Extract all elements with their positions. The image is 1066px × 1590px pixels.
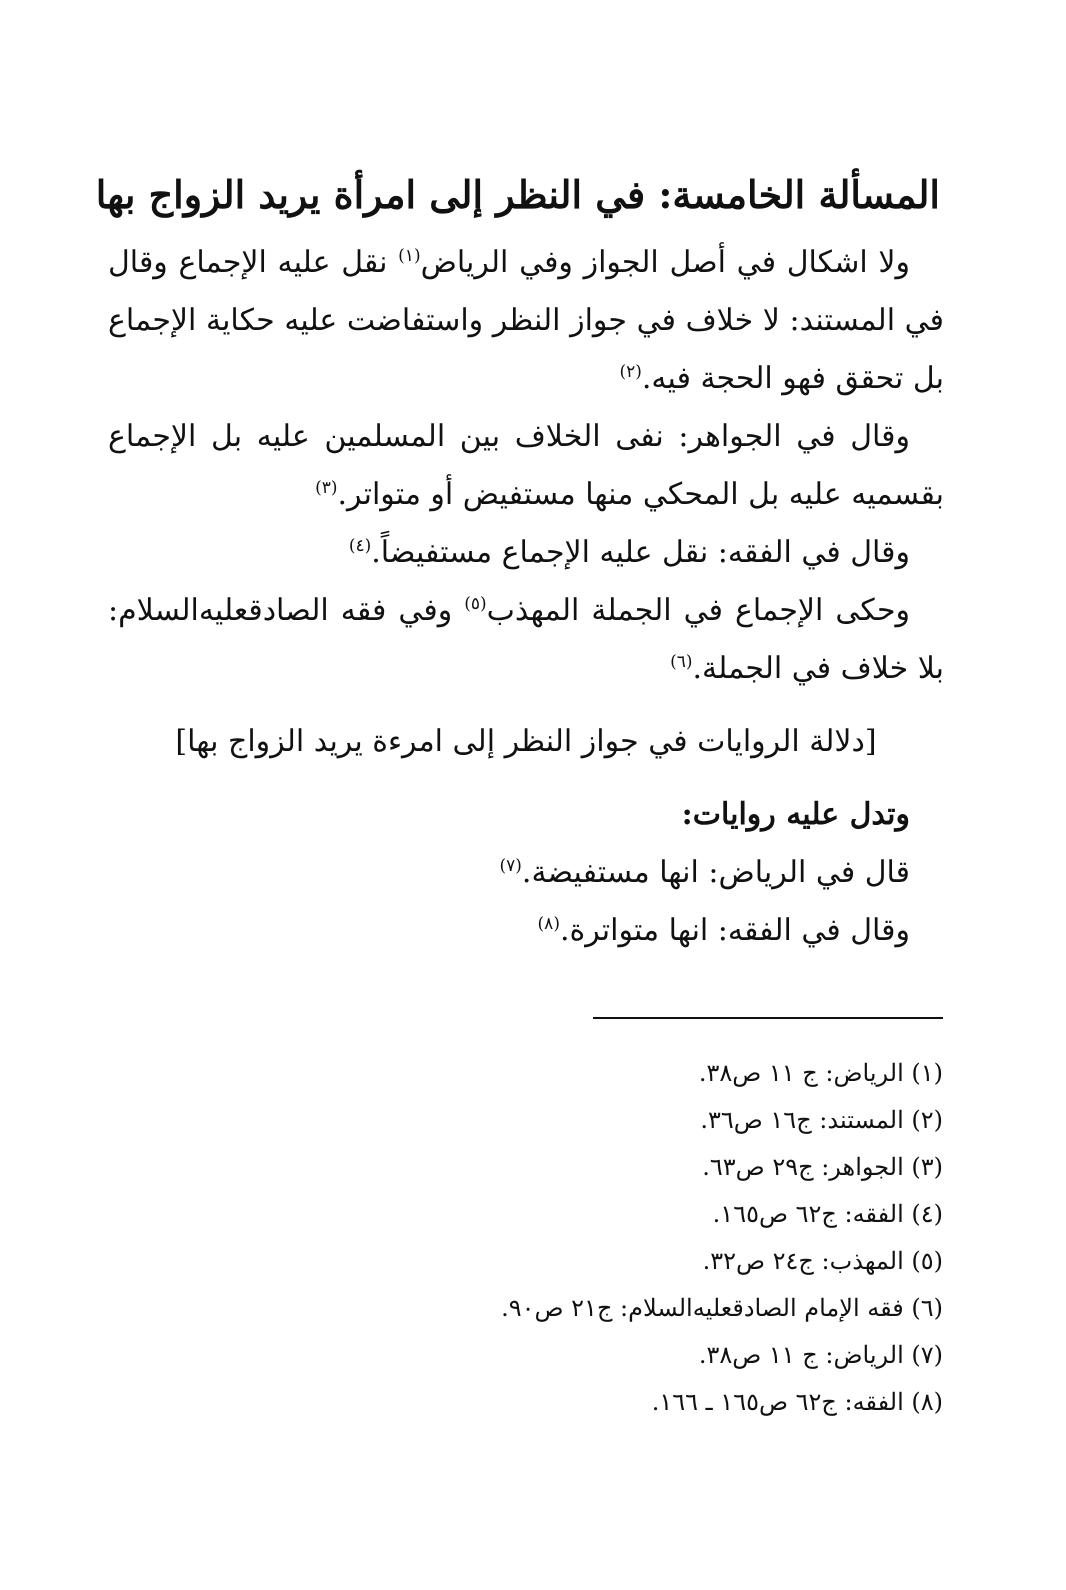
footnote-ref-3: (٣) <box>315 478 338 498</box>
paragraph-muhadhdhab <box>108 582 944 698</box>
footnote-ref-1: (١) <box>398 246 421 266</box>
paragraph-jawahir <box>108 408 944 524</box>
paragraph-text: وفي فقه الصادقعليه‌السلام: بلا خلاف في الجملة. <box>108 593 944 686</box>
paragraph-text: وقال في الفقه: انها متواترة. <box>559 913 910 948</box>
paragraph-text: وحكى الإجماع في الجملة المهذب <box>486 593 910 628</box>
footnote-6: (٦) فقه الإمام الصادقعليه‌السلام: ج٢١ ص٩٠. <box>501 1294 943 1322</box>
footnote-ref-4: (٤) <box>348 536 372 556</box>
footnote-8: (٨) الفقه: ج٦٢ ص١٦٥ ـ ١٦٦. <box>651 1388 943 1416</box>
footnote-3: (٣) الجواهر: ج٢٩ ص٦٣. <box>702 1153 943 1181</box>
section-heading: المسألة الخامسة: في النظر إلى امرأة يريد الزواج بها <box>95 172 940 218</box>
paragraph-consensus-riyad <box>108 234 944 408</box>
paragraph-fiqh <box>108 524 944 582</box>
footnote-7: (٧) الرياض: ج ١١ ص٣٨. <box>698 1341 943 1369</box>
footnotes-list <box>400 1050 943 1426</box>
paragraph-text: ولا اشكال في أصل الجواز وفي الرياض <box>420 245 910 280</box>
rowayat-line-riyad <box>108 844 944 902</box>
footnote-ref-8: (٨) <box>537 914 560 934</box>
footnote-ref-5: (٥) <box>464 594 487 614</box>
footnote-ref-2: (٢) <box>619 362 642 382</box>
rowayat-heading: وتدل عليه روايات: <box>681 797 910 832</box>
body-text <box>108 234 944 960</box>
footnote-ref-7: (٧) <box>499 856 522 876</box>
paragraph-text: قال في الرياض: انها مستفيضة. <box>521 855 910 890</box>
paragraph-text: وقال في الفقه: نقل عليه الإجماع مستفيضاً. <box>371 535 910 570</box>
rowayat-line-fiqh <box>108 902 944 960</box>
footnote-5: (٥) المهذب: ج٢٤ ص٣٢. <box>702 1247 943 1275</box>
footnote-1: (١) الرياض: ج ١١ ص٣٨. <box>698 1059 943 1087</box>
paragraph-text: وقال في الجواهر: نفى الخلاف بين المسلمين عليه بل الإجماع بقسميه عليه بل المحكي منها مستفيض أو متواتر. <box>108 419 944 512</box>
footnote-separator <box>593 1017 943 1019</box>
footnote-4: (٤) الفقه: ج٦٢ ص١٦٥. <box>712 1200 943 1228</box>
paragraph-text: نقل عليه الإجماع وقال في المستند: لا خلاف في جواز النظر واستفاضت عليه حكاية الإجماع بل تحقق فهو الحجة فيه. <box>108 245 944 396</box>
footnote-2: (٢) المستند: ج١٦ ص٣٦. <box>700 1106 943 1134</box>
footnote-ref-6: (٦) <box>670 652 693 672</box>
subsection-heading: [دلالة الروايات في جواز النظر إلى امرءة يريد الزواج بها] <box>175 724 877 759</box>
